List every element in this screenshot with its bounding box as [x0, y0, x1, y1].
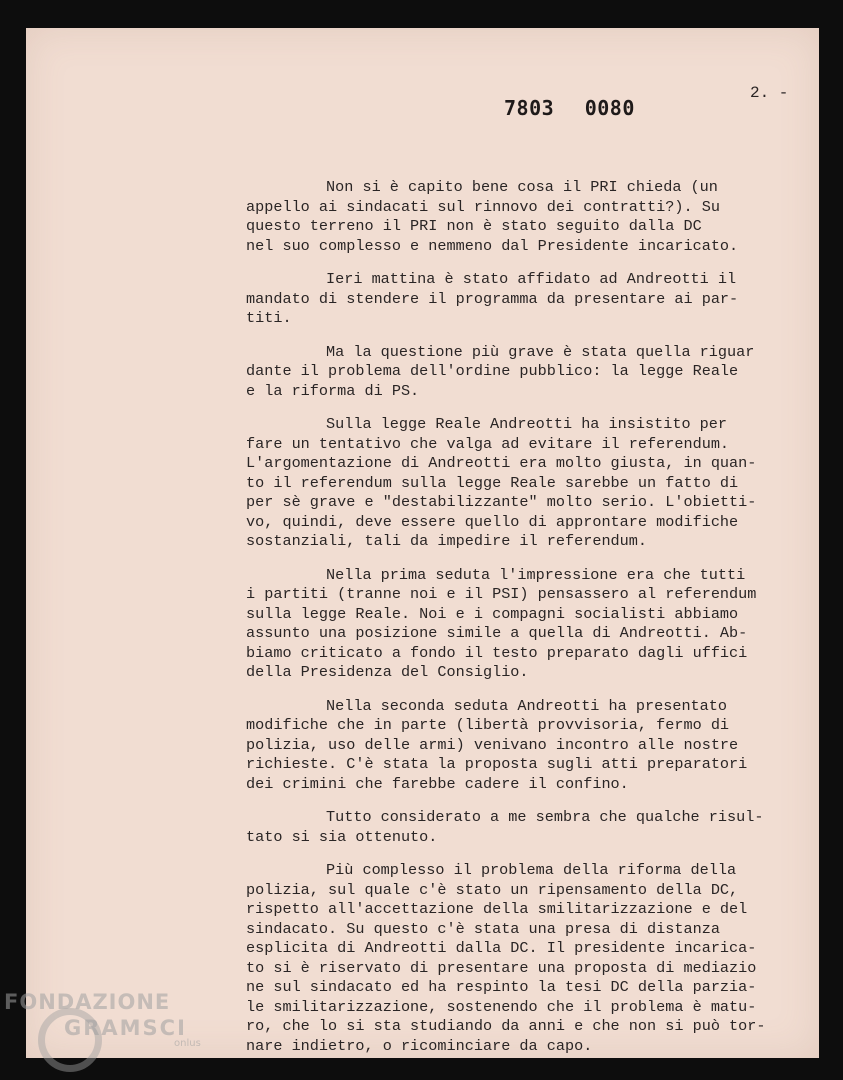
text-line: e la riforma di PS. — [246, 381, 420, 400]
text-line: biamo criticato a fondo il testo preparato dagli uffici — [246, 643, 748, 662]
paragraph — [246, 343, 806, 402]
text-line: titi. — [246, 309, 292, 327]
text-line: ne sul sindacato ed ha respinto la tesi DC della parzia- — [246, 978, 757, 996]
text-line: Sulla legge Reale Andreotti ha insistito per — [326, 415, 728, 433]
text-line: L'argomentazione di Andreotti era molto giusta, in quan- — [246, 454, 757, 472]
watermark-line-2: GRAMSCI — [64, 1016, 187, 1040]
text-line: della Presidenza del Consiglio. — [246, 663, 529, 681]
text-line: Ma la questione più grave è stata quella riguar — [326, 342, 755, 361]
text-line: ro, che lo si sta studiando da anni e che non si può tor- — [246, 1017, 766, 1035]
text-line: per sè grave e "destabilizzante" molto serio. L'obietti- — [246, 493, 757, 511]
text-line: Nella prima seduta l'impressione era che tutti — [326, 565, 746, 584]
paragraph — [246, 178, 806, 256]
watermark-ring-icon — [38, 1008, 102, 1072]
paragraph — [246, 808, 806, 847]
text-line: sostanziali, tali da impedire il referendum. — [246, 532, 648, 550]
text-line: dei crimini che farebbe cadere il confino. — [246, 774, 629, 793]
text-line: questo terreno il PRI non è stato seguito dalla DC — [246, 217, 702, 235]
watermark-line-3: onlus — [174, 1038, 201, 1049]
watermark-line-1: FONDAZIONE — [4, 990, 171, 1014]
text-line: mandato di stendere il programma da presentare ai par- — [246, 289, 739, 308]
text-line: modifiche che in parte (libertà provvisoria, fermo di — [246, 716, 730, 734]
text-line: vo, quindi, deve essere quello di approntare modifiche — [246, 512, 739, 531]
text-line: Non si è capito bene cosa il PRI chieda (un — [326, 178, 718, 196]
paragraph — [246, 415, 806, 552]
archive-number: 7803 0080 — [504, 96, 635, 120]
text-line: sulla legge Reale. Noi e i compagni socialisti abbiamo — [246, 604, 739, 623]
text-line: to si è riservato di presentare una proposta di mediazio — [246, 958, 757, 977]
text-line: richieste. C'è stata la proposta sugli atti preparatori — [246, 755, 748, 773]
text-line: appello ai sindacati sul rinnovo dei contratti?). Su — [246, 197, 720, 216]
text-line: nare indietro, o ricominciare da capo. — [246, 1036, 593, 1055]
text-line: Più complesso il problema della riforma della — [326, 861, 737, 879]
text-line: polizia, sul quale c'è stato un ripensamento della DC, — [246, 880, 739, 899]
text-line: to il referendum sulla legge Reale sarebbe un fatto di — [246, 473, 739, 492]
typewritten-body — [246, 178, 806, 1070]
text-line: tato si sia ottenuto. — [246, 827, 438, 846]
fondazione-gramsci-watermark — [4, 990, 214, 1049]
paragraph — [246, 861, 806, 1056]
paragraph — [246, 566, 806, 683]
text-line: Nella seconda seduta Andreotti ha presentato — [326, 696, 728, 715]
text-line: nel suo complesso e nemmeno dal Presidente incaricato. — [246, 236, 739, 255]
text-line: le smilitarizzazione, sostenendo che il problema è matu- — [246, 997, 757, 1016]
paragraph — [246, 697, 806, 795]
text-line: polizia, uso delle armi) venivano incontro alle nostre — [246, 735, 739, 754]
text-line: dante il problema dell'ordine pubblico: la legge Reale — [246, 362, 739, 380]
paragraph — [246, 270, 806, 329]
text-line: Tutto considerato a me sembra che qualche risul- — [326, 808, 764, 826]
text-line: rispetto all'accettazione della smilitarizzazione e del — [246, 900, 748, 918]
text-line: i partiti (tranne noi e il PSI) pensassero al referendum — [246, 585, 757, 603]
text-line: sindacato. Su questo c'è stata una presa di distanza — [246, 919, 720, 938]
text-line: fare un tentativo che valga ad evitare il referendum. — [246, 434, 730, 453]
text-line: Ieri mattina è stato affidato ad Andreotti il — [326, 270, 737, 288]
text-line: esplicita di Andreotti dalla DC. Il presidente incarica- — [246, 939, 757, 957]
text-line: assunto una posizione simile a quella di Andreotti. Ab- — [246, 624, 748, 642]
page-number: 2. - — [750, 84, 789, 102]
